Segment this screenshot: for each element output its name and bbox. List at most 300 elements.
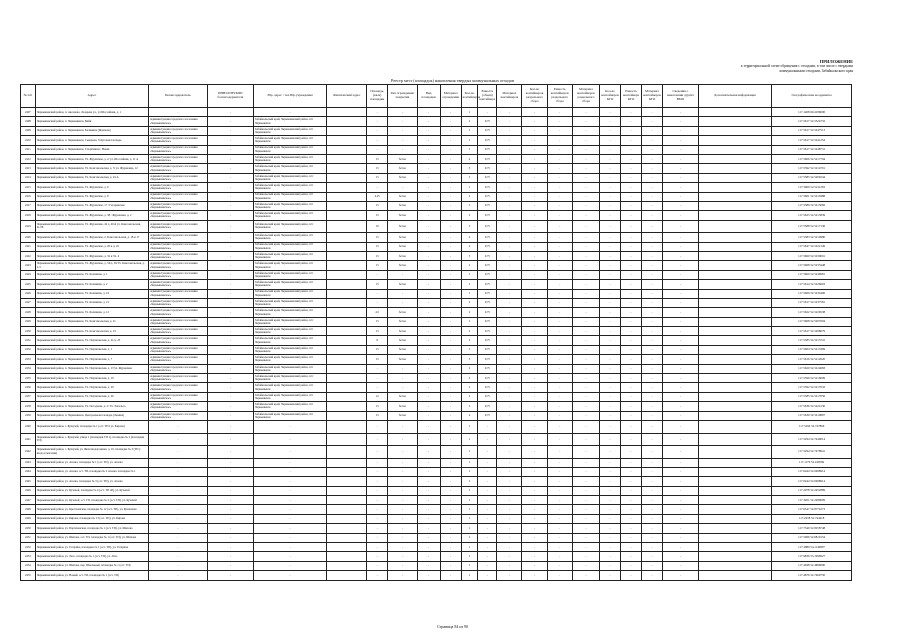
row-holder: - (149, 496, 208, 505)
row-sep-volume: - (547, 364, 572, 373)
row-actual-address (327, 242, 367, 251)
row-container-count: 4 (461, 411, 478, 420)
row-address: Чернышевский район, п. Аксеново, Лазарева ул., ул Шоссейная, д. 1 (35, 108, 148, 117)
table-row (21, 242, 852, 251)
row-container-volume: - (478, 514, 497, 523)
row-number: 2425 (21, 280, 36, 289)
row-number: 2453 (21, 552, 36, 561)
row-sep-material: - (572, 345, 599, 354)
row-container-volume: 0,75 (478, 211, 497, 220)
row-container-count: 2 (461, 117, 478, 126)
row-number: 2452 (21, 543, 36, 552)
row-site-type: - (417, 477, 440, 486)
row-kgo-count: - (600, 402, 621, 411)
appendix-title: ПРИЛОЖЕНИЕ (819, 59, 853, 64)
row-container-count: 3 (461, 220, 478, 233)
row-sep-count: - (522, 173, 547, 182)
row-sep-count: - (522, 383, 547, 392)
row-surface: - (388, 136, 417, 145)
row-kgo-material: - (642, 108, 663, 117)
row-container-volume: - (478, 552, 497, 561)
row-container-material: - (497, 108, 522, 117)
row-address: Чернышевский район, п. Чернышевск, Ул. Журавлева, д. 8 (35, 192, 148, 201)
row-legal-address: Забайкальский край, Чернышевский район, пгт Чернышевск (253, 345, 326, 354)
table-row (21, 211, 852, 220)
row-sep-count: - (522, 201, 547, 210)
table-row (21, 374, 852, 383)
row-coordinates: 117.5601 52.5210488 (772, 192, 852, 201)
row-kgo-material: - (642, 211, 663, 220)
registry-table (20, 84, 852, 581)
row-extra-info (698, 164, 771, 173)
row-kgo-count: - (600, 192, 621, 201)
row-surface: бетон (388, 336, 417, 345)
row-legal-address: - (253, 543, 326, 552)
row-address: Чернышевский район, п. Чернышевск, Калинина (Жданова) (35, 126, 148, 135)
row-sep-volume: - (547, 355, 572, 364)
row-container-count: 3 (461, 280, 478, 289)
row-sep-count: - (522, 327, 547, 336)
row-kgo-material: - (642, 233, 663, 242)
row-kgo-material: - (642, 220, 663, 233)
row-container-volume: 0,75 (478, 136, 497, 145)
row-sep-material: - (572, 477, 599, 486)
row-fence: - (440, 220, 461, 233)
row-area: - (367, 421, 388, 434)
row-number: 2444 (21, 467, 36, 476)
row-sep-count: - (522, 192, 547, 201)
row-kgo-count: - (600, 251, 621, 260)
row-other: - (663, 524, 699, 533)
row-inn: - (207, 298, 253, 307)
row-area: - (367, 477, 388, 486)
row-area: - (367, 289, 388, 298)
row-kgo-volume: - (621, 192, 642, 201)
row-legal-address: Забайкальский край, Чернышевский район, пгт Чернышевск (253, 183, 326, 192)
row-number: 2426 (21, 289, 36, 298)
row-fence: - (440, 433, 461, 446)
row-number: 2423 (21, 261, 36, 270)
row-kgo-material: - (642, 192, 663, 201)
row-surface: бетон (388, 192, 417, 201)
row-address: Чернышевский район, ул. Агеева, ост. ТП, площадка № 2 Агеева, площадка № 1 (35, 467, 148, 476)
row-sep-volume: - (547, 514, 572, 523)
row-container-volume: - (478, 561, 497, 570)
row-other: - (663, 433, 699, 446)
row-kgo-volume: - (621, 145, 642, 154)
row-sep-count: - (522, 126, 547, 135)
row-coordinates: 117.5617 52.5247513 (772, 126, 852, 135)
column-header: Дополнительная информация (698, 85, 771, 108)
row-container-volume: - (478, 421, 497, 434)
row-kgo-count: - (600, 383, 621, 392)
row-kgo-volume: - (621, 561, 642, 570)
row-surface: - (388, 505, 417, 514)
row-sep-count: - (522, 154, 547, 163)
row-site-type: - (417, 289, 440, 298)
row-legal-address: Забайкальский край, Чернышевский район, пгт Чернышевск (253, 211, 326, 220)
row-container-material: - (497, 261, 522, 270)
row-address: Чернышевский район, с. Бушулей, площадка № 1 (ост. ТП1 ул. Кирова) (35, 421, 148, 434)
row-surface: - (388, 270, 417, 279)
row-holder: Администрация городского поселения «Чернышевское» (149, 261, 208, 270)
row-area: - (367, 126, 388, 135)
row-holder: - (149, 533, 208, 542)
row-sep-volume: - (547, 317, 572, 326)
row-fence: - (440, 280, 461, 289)
table-row (21, 433, 852, 446)
row-number: 2408 (21, 117, 36, 126)
row-container-material: - (497, 411, 522, 420)
row-container-volume: - (478, 571, 497, 580)
row-container-count: 3 (461, 164, 478, 173)
row-legal-address: - (253, 467, 326, 476)
row-other: - (663, 280, 699, 289)
table-row (21, 383, 852, 392)
row-kgo-count: - (600, 421, 621, 434)
row-sep-count: - (522, 345, 547, 354)
row-kgo-material: - (642, 317, 663, 326)
row-surface: - (388, 514, 417, 523)
row-area: 15 (367, 164, 388, 173)
row-fence: - (440, 477, 461, 486)
row-container-count: 2 (461, 364, 478, 373)
row-address: Чернышевский район, ул. Шилова, пер. Школьный, площадка № 1 (ост. ТП) (35, 561, 148, 570)
row-sep-count: - (522, 336, 547, 345)
row-sep-material: - (572, 201, 599, 210)
row-coordinates: 117.5294 52.747866 (772, 421, 852, 434)
column-header: Кол-во контейнеров раздельного сбора (522, 85, 547, 108)
row-sep-material: - (572, 220, 599, 233)
row-coordinates: 117.5625 52.5215839 (772, 211, 852, 220)
row-coordinates: 117.5609 52.5234406 (772, 289, 852, 298)
row-extra-info (698, 505, 771, 514)
row-container-count: 2 (461, 308, 478, 317)
row-surface: - (388, 496, 417, 505)
row-number: 2442 (21, 446, 36, 459)
row-holder: - (149, 524, 208, 533)
row-container-volume: 0,75 (478, 392, 497, 401)
row-holder: Администрация городского поселения «Чернышевское» (149, 126, 208, 135)
row-surface: бетон (388, 317, 417, 326)
row-kgo-volume: - (621, 211, 642, 220)
row-kgo-volume: - (621, 364, 642, 373)
row-site-type: - (417, 505, 440, 514)
row-container-count: 2 (461, 392, 478, 401)
row-sep-material: - (572, 183, 599, 192)
row-address: Чернышевский район, п. Чернышевск, Спортивная / Новая (35, 145, 148, 154)
row-surface: - (388, 421, 417, 434)
row-area: - (367, 364, 388, 373)
row-container-count: 4 (461, 242, 478, 251)
row-extra-info (698, 233, 771, 242)
row-fence: - (440, 201, 461, 210)
row-legal-address: Забайкальский край, Чернышевский район, пгт Чернышевск (253, 308, 326, 317)
row-sep-count: - (522, 308, 547, 317)
table-row (21, 345, 852, 354)
row-actual-address (327, 421, 367, 434)
row-kgo-count: - (600, 533, 621, 542)
row-kgo-count: - (600, 183, 621, 192)
row-actual-address (327, 374, 367, 383)
row-sep-volume: - (547, 477, 572, 486)
row-kgo-material: - (642, 477, 663, 486)
row-extra-info (698, 571, 771, 580)
row-surface: бетон (388, 233, 417, 242)
appendix-block (683, 59, 853, 74)
row-container-count: 1 (461, 108, 478, 117)
row-actual-address (327, 467, 367, 476)
row-legal-address: - (253, 477, 326, 486)
row-kgo-count: - (600, 327, 621, 336)
row-sep-material: - (572, 233, 599, 242)
row-area: - (367, 298, 388, 307)
row-container-volume: 0,75 (478, 192, 497, 201)
row-container-volume: - (478, 543, 497, 552)
row-address: Чернышевский район, п. Чернышевск, Ул. Калинина, д. 2 (35, 280, 148, 289)
row-container-volume: 0,75 (478, 308, 497, 317)
row-kgo-material: - (642, 364, 663, 373)
row-coordinates: 117.4948 52.4686000 (772, 561, 852, 570)
row-address: Чернышевский район, п. Чернышевск, Ул. Партизанская, д. 21/д. 23 (35, 336, 148, 345)
row-surface: - (388, 543, 417, 552)
row-sep-count: - (522, 543, 547, 552)
row-inn: - (207, 514, 253, 523)
row-kgo-count: - (600, 270, 621, 279)
row-number: 2435 (21, 374, 36, 383)
column-header: Тип ограждения/ покрытия (388, 85, 417, 108)
row-actual-address (327, 477, 367, 486)
row-sep-material: - (572, 164, 599, 173)
row-sep-count: - (522, 486, 547, 495)
row-sep-volume: - (547, 280, 572, 289)
row-area: 15 (367, 402, 388, 411)
row-number: 2424 (21, 270, 36, 279)
row-fence: - (440, 496, 461, 505)
row-other: - (663, 220, 699, 233)
row-container-count: 2 (461, 383, 478, 392)
row-area: - (367, 561, 388, 570)
row-actual-address (327, 524, 367, 533)
row-container-material: - (497, 289, 522, 298)
page-footer: Страница 84 из 90 (436, 624, 469, 629)
row-container-material: - (497, 251, 522, 260)
row-fence: - (440, 383, 461, 392)
row-sep-count: - (522, 364, 547, 373)
row-kgo-count: - (600, 145, 621, 154)
row-holder: Администрация городского поселения «Чернышевское» (149, 327, 208, 336)
row-inn: - (207, 561, 253, 570)
row-kgo-volume: - (621, 477, 642, 486)
row-address: Чернышевский район, п. Чернышевск, Ул. Журавлева, д. 32 и Ул. 4 (35, 251, 148, 260)
row-holder: Администрация городского поселения «Чернышевское» (149, 220, 208, 233)
row-container-material: - (497, 183, 522, 192)
row-kgo-count: - (600, 164, 621, 173)
row-surface: бетон (388, 355, 417, 364)
row-sep-count: - (522, 458, 547, 467)
row-holder: - (149, 486, 208, 495)
table-row (21, 571, 852, 580)
row-fence: - (440, 164, 461, 173)
row-kgo-material: - (642, 552, 663, 561)
row-legal-address: Забайкальский край, Чернышевский район, пгт Чернышевск (253, 136, 326, 145)
row-kgo-count: - (600, 289, 621, 298)
table-row (21, 183, 852, 192)
row-coordinates: 117.5617 52.5248731 (772, 145, 852, 154)
row-address: Чернышевский район, п. Чернышевск, Ул. Партизанская, д. 17/ул. Журавлева (35, 364, 148, 373)
row-kgo-material: - (642, 561, 663, 570)
row-coordinates: 117.5617 52.5237581 (772, 298, 852, 307)
row-container-material: - (497, 524, 522, 533)
row-holder: Администрация городского поселения «Чернышевское» (149, 117, 208, 126)
row-extra-info (698, 192, 771, 201)
row-surface: - (388, 298, 417, 307)
row-kgo-material: - (642, 524, 663, 533)
row-inn: - (207, 345, 253, 354)
row-sep-material: - (572, 458, 599, 467)
row-container-volume: - (478, 108, 497, 117)
row-number: 2441 (21, 433, 36, 446)
row-address: Чернышевский район, п. Чернышевск, Ул. Партизанская, д. 29 (35, 383, 148, 392)
row-surface: - (388, 467, 417, 476)
row-actual-address (327, 289, 367, 298)
row-container-volume: 0,75 (478, 183, 497, 192)
row-fence: - (440, 251, 461, 260)
row-holder: - (149, 446, 208, 459)
row-sep-material: - (572, 136, 599, 145)
row-number: 2443 (21, 458, 36, 467)
row-container-material: - (497, 433, 522, 446)
row-legal-address: Забайкальский край, Чернышевский район, пгт Чернышевск (253, 261, 326, 270)
row-actual-address (327, 402, 367, 411)
row-container-volume: 0,75 (478, 327, 497, 336)
row-other: - (663, 173, 699, 182)
row-container-material: - (497, 561, 522, 570)
row-actual-address (327, 533, 367, 542)
row-coordinates: 117.5606 52.5217794 (772, 154, 852, 163)
row-kgo-material: - (642, 183, 663, 192)
row-other: - (663, 317, 699, 326)
row-coordinates: 117.2018 52.744418 (772, 514, 852, 523)
row-kgo-count: - (600, 552, 621, 561)
row-surface: - (388, 561, 417, 570)
row-fence: - (440, 571, 461, 580)
row-inn: - (207, 446, 253, 459)
row-actual-address (327, 486, 367, 495)
row-site-type: - (417, 421, 440, 434)
row-container-count: 1 (461, 446, 478, 459)
row-sep-material: - (572, 289, 599, 298)
row-sep-volume: - (547, 571, 572, 580)
row-container-volume: - (478, 467, 497, 476)
row-container-count: 1 (461, 458, 478, 467)
row-actual-address (327, 201, 367, 210)
row-kgo-material: - (642, 173, 663, 182)
row-sep-count: - (522, 136, 547, 145)
row-kgo-volume: - (621, 298, 642, 307)
row-container-volume: 0,75 (478, 201, 497, 210)
row-fence: - (440, 392, 461, 401)
row-container-count: 1 (461, 183, 478, 192)
row-extra-info (698, 374, 771, 383)
row-area: 15 (367, 317, 388, 326)
row-other: - (663, 411, 699, 420)
row-area: - (367, 446, 388, 459)
row-actual-address (327, 411, 367, 420)
row-area: 15 (367, 173, 388, 182)
row-container-material: - (497, 327, 522, 336)
row-kgo-material: - (642, 571, 663, 580)
row-container-volume: 0,75 (478, 173, 497, 182)
row-other: - (663, 364, 699, 373)
row-inn: - (207, 261, 253, 270)
row-surface: - (388, 383, 417, 392)
row-fence: - (440, 486, 461, 495)
row-site-type: - (417, 154, 440, 163)
row-extra-info (698, 327, 771, 336)
row-kgo-volume: - (621, 467, 642, 476)
row-sep-volume: - (547, 345, 572, 354)
row-container-material: - (497, 280, 522, 289)
row-legal-address: Забайкальский край, Чернышевский район, пгт Чернышевск (253, 154, 326, 163)
row-container-count: 1 (461, 270, 478, 279)
row-area: - (367, 458, 388, 467)
row-address: Чернышевский район, п. Чернышевск, Ул. Комсомольская, д. 3/ ул. Журавлева, 12 (35, 164, 148, 173)
row-coordinates: 117.5616 52.5212620 (772, 355, 852, 364)
row-container-count: 1 (461, 505, 478, 514)
row-sep-material: - (572, 117, 599, 126)
row-other: - (663, 383, 699, 392)
row-site-type: - (417, 514, 440, 523)
row-kgo-volume: - (621, 327, 642, 336)
row-kgo-count: - (600, 201, 621, 210)
table-row (21, 270, 852, 279)
row-kgo-volume: - (621, 220, 642, 233)
row-sep-material: - (572, 374, 599, 383)
column-header: Материал ограждения (440, 85, 461, 108)
row-sep-volume: - (547, 496, 572, 505)
row-site-type: - (417, 242, 440, 251)
row-sep-material: - (572, 145, 599, 154)
row-kgo-count: - (600, 173, 621, 182)
row-container-volume: 0,75 (478, 233, 497, 242)
row-coordinates: 117.5585 52.5217056 (772, 392, 852, 401)
row-legal-address: Забайкальский край, Чернышевский район, пгт Чернышевск (253, 242, 326, 251)
row-extra-info (698, 220, 771, 233)
row-actual-address (327, 345, 367, 354)
row-kgo-volume: - (621, 242, 642, 251)
table-row (21, 561, 852, 570)
row-kgo-volume: - (621, 524, 642, 533)
row-coordinates: 117.4876 52.7469750 (772, 571, 852, 580)
row-actual-address (327, 571, 367, 580)
row-sep-volume: - (547, 411, 572, 420)
row-sep-count: - (522, 477, 547, 486)
table-row (21, 402, 852, 411)
row-kgo-material: - (642, 145, 663, 154)
row-sep-volume: - (547, 402, 572, 411)
row-kgo-material: - (642, 289, 663, 298)
row-actual-address (327, 458, 367, 467)
row-number: 2409 (21, 126, 36, 135)
row-fence: - (440, 136, 461, 145)
row-container-material: - (497, 233, 522, 242)
row-other: - (663, 571, 699, 580)
row-holder: Администрация городского поселения «Чернышевское» (149, 402, 208, 411)
row-legal-address: - (253, 496, 326, 505)
row-site-type: - (417, 543, 440, 552)
row-kgo-material: - (642, 543, 663, 552)
